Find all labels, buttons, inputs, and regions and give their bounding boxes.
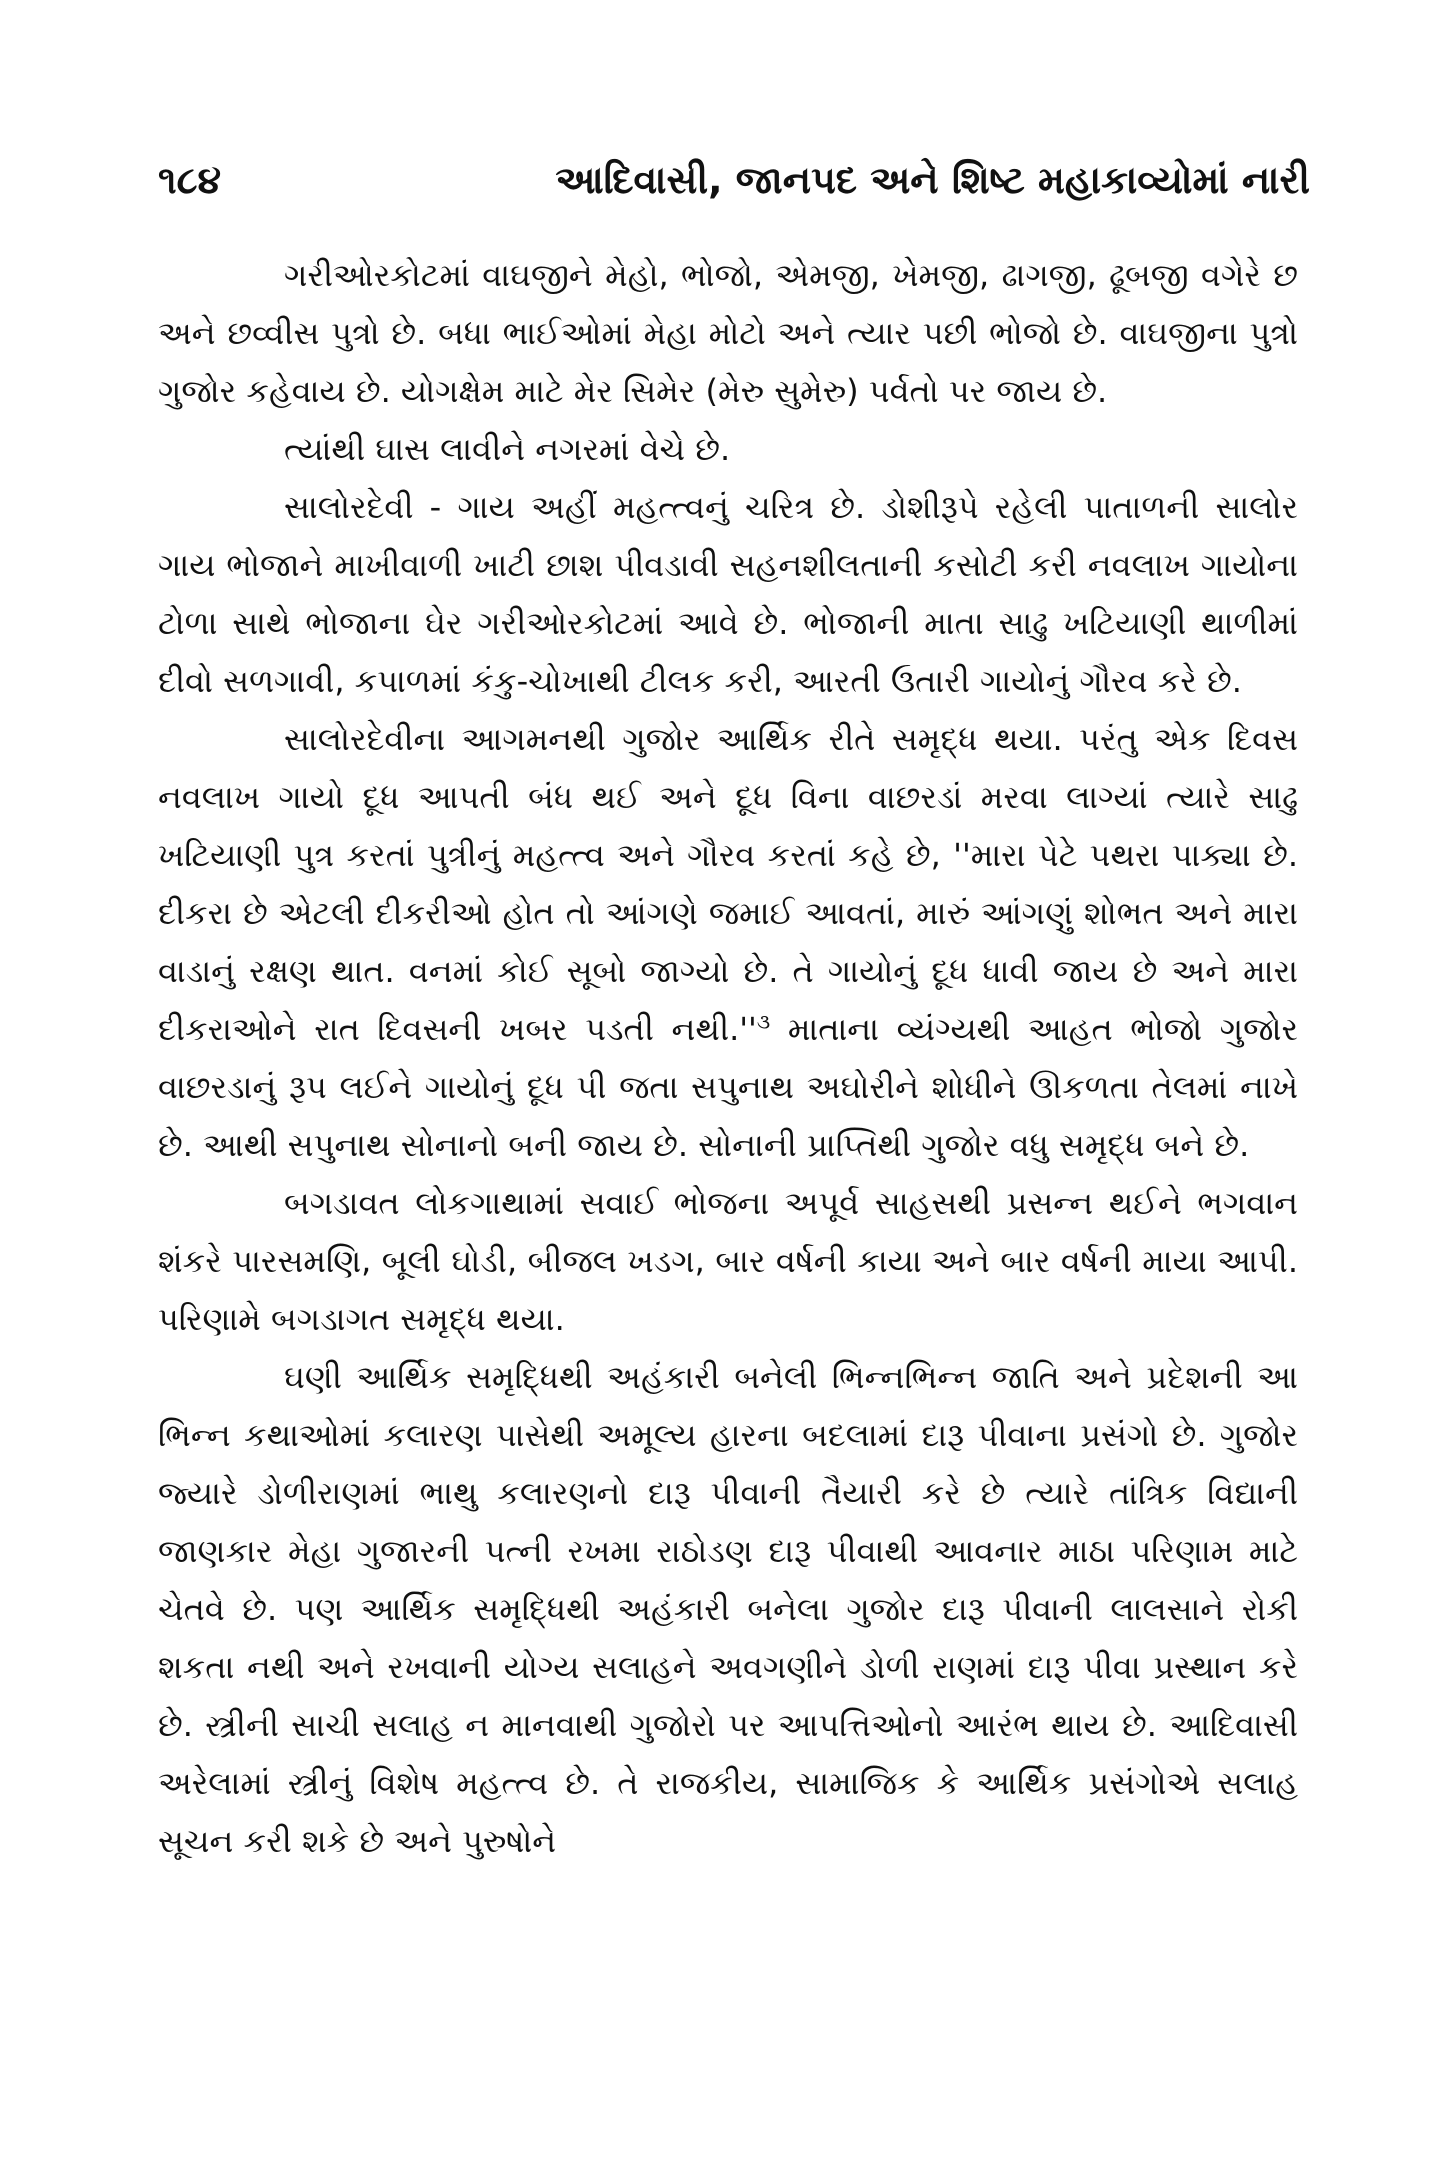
paragraph-1: [158, 246, 1298, 420]
paragraph-text: ત્યાંથી ઘાસ લાવીને નગરમાં વેચે છે.: [284, 430, 731, 468]
paragraph-text: ઘણી આર્થિક સમૃદ્ધિથી અહંકારી બનેલી ભિન્નભિન્ન જાતિ અને પ્રદેશની આ ભિન્ન કથાઓમાં કલારણ પાસેથી અમૂલ્ય હારના બદલામાં દારૂ પીવાના પ્રસંગો છે. ગુજોર જ્યારે ડોળીરાણમાં ભાથુ કલારણનો દારૂ પીવાની તૈયારી કરે છે ત્યારે તાંત્રિક વિદ્યાની જાણકાર મેહા ગુજારની પત્ની રખમા રાઠોડણ દારૂ પીવાથી આવનાર માઠા પરિણામ માટે ચેતવે છે. પણ આર્થિક સમૃદ્ધિથી અહંકારી બનેલા ગુજોર દારૂ પીવાની લાલસાને રોકી શકતા નથી અને રખવાની યોગ્ય સલાહને અવગણીને ડોળી રાણમાં દારૂ પીવા પ્રસ્થાન કરે છે. સ્ત્રીની સાચી સલાહ ન માનવાથી ગુજોરો પર આપત્તિઓનો આરંભ થાય છે. આદિવાસી અરેલામાં સ્ત્રીનું વિશેષ મહત્ત્વ છે. તે રાજકીય, સામાજિક કે આર્થિક પ્રસંગોએ સલાહ સૂચન કરી શકે છે અને પુરુષોને: [158, 1358, 1298, 1860]
paragraph-text: ગરીઓરકોટમાં વાઘજીને મેહો, ભોજો, એમજી, ખેમજી, ઢાગજી, ઢૂબજી વગેરે છ અને છવ્વીસ પુત્રો છે. બધા ભાઈઓમાં મેહા મોટો અને ત્યાર પછી ભોજો છે. વાઘજીના પુત્રો ગુજોર કહેવાય છે. યોગક્ષેમ માટે મેર સિમેર (મેરુ સુમેરુ) પર્વતો પર જાય છે.: [158, 256, 1298, 410]
body-text: [158, 246, 1298, 1870]
paragraph-text: બગડાવત લોકગાથામાં સવાઈ ભોજના અપૂર્વ સાહસથી પ્રસન્ન થઈને ભગવાન શંકરે પારસમણિ, બૂલી ઘોડી, બીજલ ખડગ, બાર વર્ષની કાયા અને બાર વર્ષની માયા આપી. પરિણામે બગડાગત સમૃદ્ધ થયા.: [158, 1184, 1298, 1338]
paragraph-3: [158, 478, 1298, 710]
paragraph-5: [158, 1174, 1298, 1348]
page-header: [158, 150, 1310, 210]
paragraph-2: [158, 420, 1298, 478]
page-number: ૧૮૪: [158, 158, 222, 202]
running-title: આદિવાસી, જાનપદ અને શિષ્ટ મહાકાવ્યોમાં નારી: [555, 158, 1310, 202]
paragraph-6: [158, 1348, 1298, 1870]
paragraph-text: સાલોરદેવી - ગાય અહીં મહત્ત્વનું ચરિત્ર છે. ડોશીરૂપે રહેલી પાતાળની સાલોર ગાય ભોજાને માખીવાળી ખાટી છાશ પીવડાવી સહનશીલતાની કસોટી કરી નવલાખ ગાયોના ટોળા સાથે ભોજાના ઘેર ગરીઓરકોટમાં આવે છે. ભોજાની માતા સાઢુ ખટિયાણી થાળીમાં દીવો સળગાવી, કપાળમાં કંકુ-ચોખાથી ટીલક કરી, આરતી ઉતારી ગાયોનું ગૌરવ કરે છે.: [158, 488, 1298, 700]
paragraph-text: સાલોરદેવીના આગમનથી ગુજોર આર્થિક રીતે સમૃદ્ધ થયા. પરંતુ એક દિવસ નવલાખ ગાયો દૂધ આપતી બંધ થઈ અને દૂધ વિના વાછરડાં મરવા લાગ્યાં ત્યારે સાઢુ ખટિયાણી પુત્ર કરતાં પુત્રીનું મહત્ત્વ અને ગૌરવ કરતાં કહે છે, ''મારા પેટે પથરા પાક્યા છે. દીકરા છે એટલી દીકરીઓ હોત તો આંગણે જમાઈ આવતાં, મારું આંગણું શોભત અને મારા વાડાનું રક્ષણ થાત. વનમાં કોઈ સૂબો જાગ્યો છે. તે ગાયોનું દૂધ ધાવી જાય છે અને મારા દીકરાઓને રાત દિવસની ખબર પડતી નથી.'': [158, 720, 1298, 1048]
footnote-marker: ૩: [756, 1009, 771, 1034]
paragraph-text-continued: માતાના વ્યંગ્યથી આહત ભોજો ગુજોર વાછરડાનું રૂપ લઈને ગાયોનું દૂધ પી જતા સપુનાથ અઘોરીને શોધીને ઊકળતા તેલમાં નાખે છે. આથી સપુનાથ સોનાનો બની જાય છે. સોનાની પ્રાપ્તિથી ગુજોર વધુ સમૃદ્ધ બને છે.: [158, 1010, 1298, 1164]
paragraph-4: [158, 710, 1298, 1174]
